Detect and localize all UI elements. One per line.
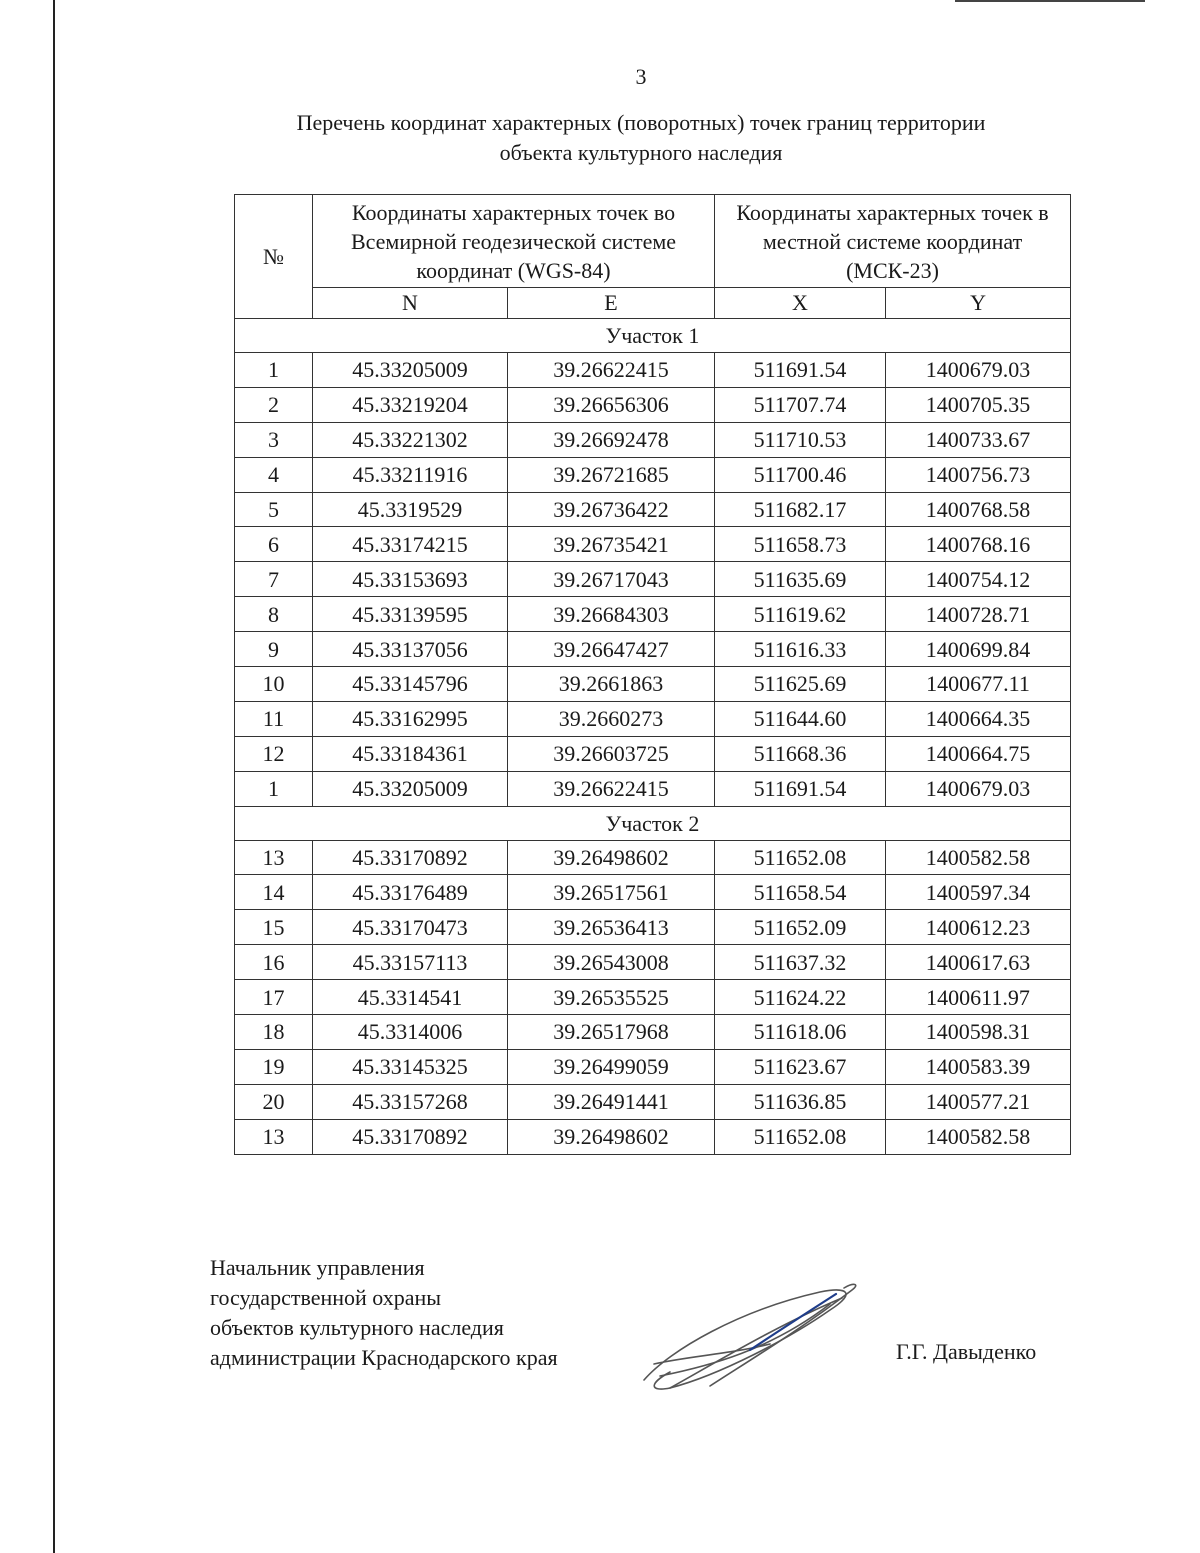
- point-number: 2: [235, 387, 313, 422]
- coord-x: 511623.67: [715, 1049, 886, 1084]
- table-row: [235, 1084, 1071, 1119]
- coord-x: 511636.85: [715, 1084, 886, 1119]
- table-body: [235, 319, 1071, 1155]
- coord-x: 511658.73: [715, 527, 886, 562]
- section-label: Участок 1: [235, 319, 1071, 353]
- table-row: [235, 667, 1071, 702]
- coord-y: 1400577.21: [886, 1084, 1071, 1119]
- table-row: [235, 597, 1071, 632]
- signature-position: [210, 1253, 558, 1373]
- longitude-e: 39.2661863: [508, 667, 715, 702]
- latitude-n: 45.3314006: [313, 1015, 508, 1050]
- longitude-e: 39.26536413: [508, 910, 715, 945]
- coord-x: 511618.06: [715, 1015, 886, 1050]
- longitude-e: 39.26498602: [508, 1119, 715, 1154]
- table-row: [235, 1119, 1071, 1154]
- longitude-e: 39.26656306: [508, 387, 715, 422]
- point-number: 13: [235, 840, 313, 875]
- point-number: 4: [235, 457, 313, 492]
- coord-x: 511668.36: [715, 736, 886, 771]
- longitude-e: 39.26517968: [508, 1015, 715, 1050]
- coord-y: 1400612.23: [886, 910, 1071, 945]
- point-number: 10: [235, 667, 313, 702]
- coord-y: 1400582.58: [886, 1119, 1071, 1154]
- coordinates-table: [234, 194, 1071, 1155]
- coord-x: 511635.69: [715, 562, 886, 597]
- section-row: [235, 319, 1071, 353]
- longitude-e: 39.26543008: [508, 945, 715, 980]
- latitude-n: 45.33174215: [313, 527, 508, 562]
- coord-y: 1400728.71: [886, 597, 1071, 632]
- position-line: государственной охраны: [210, 1285, 442, 1310]
- point-number: 3: [235, 422, 313, 457]
- position-line: Начальник управления: [210, 1255, 425, 1280]
- latitude-n: 45.33184361: [313, 736, 508, 771]
- coord-x: 511652.08: [715, 1119, 886, 1154]
- signature-ink-stroke: [750, 1294, 836, 1350]
- coord-x: 511700.46: [715, 457, 886, 492]
- longitude-e: 39.26622415: [508, 771, 715, 806]
- longitude-e: 39.26647427: [508, 632, 715, 667]
- handwritten-signature: [630, 1280, 870, 1400]
- table-row: [235, 632, 1071, 667]
- point-number: 12: [235, 736, 313, 771]
- coord-x: 511707.74: [715, 387, 886, 422]
- latitude-n: 45.33176489: [313, 875, 508, 910]
- document-title-line-1: Перечень координат характерных (поворотных) точек границ территории: [296, 110, 986, 135]
- latitude-n: 45.33170892: [313, 1119, 508, 1154]
- coord-y: 1400582.58: [886, 840, 1071, 875]
- latitude-n: 45.33205009: [313, 771, 508, 806]
- point-number: 8: [235, 597, 313, 632]
- coord-x: 511691.54: [715, 771, 886, 806]
- point-number: 18: [235, 1015, 313, 1050]
- coord-y: 1400699.84: [886, 632, 1071, 667]
- coord-y: 1400664.75: [886, 736, 1071, 771]
- longitude-e: 39.26717043: [508, 562, 715, 597]
- latitude-n: 45.33219204: [313, 387, 508, 422]
- table-row: [235, 492, 1071, 527]
- coord-x: 511682.17: [715, 492, 886, 527]
- table-row: [235, 457, 1071, 492]
- point-number: 17: [235, 980, 313, 1015]
- table-row: [235, 422, 1071, 457]
- header-y: Y: [886, 288, 1071, 319]
- point-number: 7: [235, 562, 313, 597]
- scan-edge-line: [53, 0, 55, 1553]
- coord-y: 1400598.31: [886, 1015, 1071, 1050]
- longitude-e: 39.26498602: [508, 840, 715, 875]
- point-number: 13: [235, 1119, 313, 1154]
- latitude-n: 45.33221302: [313, 422, 508, 457]
- coord-y: 1400705.35: [886, 387, 1071, 422]
- point-number: 19: [235, 1049, 313, 1084]
- coord-y: 1400679.03: [886, 771, 1071, 806]
- page-number: 3: [635, 64, 647, 89]
- header-wgs84: Координаты характерных точек во Всемирной геодезической системе координат (WGS-84): [313, 195, 715, 288]
- coord-y: 1400756.73: [886, 457, 1071, 492]
- header-e: E: [508, 288, 715, 319]
- coord-x: 511637.32: [715, 945, 886, 980]
- longitude-e: 39.26491441: [508, 1084, 715, 1119]
- point-number: 16: [235, 945, 313, 980]
- section-row: [235, 806, 1071, 840]
- table-row: [235, 353, 1071, 388]
- table-row: [235, 945, 1071, 980]
- header-n: N: [313, 288, 508, 319]
- document-title-line-2: объекта культурного наследия: [499, 140, 783, 165]
- section-label: Участок 2: [235, 806, 1071, 840]
- latitude-n: 45.33137056: [313, 632, 508, 667]
- longitude-e: 39.26736422: [508, 492, 715, 527]
- header-number: №: [235, 195, 313, 319]
- coord-y: 1400677.11: [886, 667, 1071, 702]
- coord-x: 511619.62: [715, 597, 886, 632]
- coord-y: 1400597.34: [886, 875, 1071, 910]
- table-row: [235, 736, 1071, 771]
- latitude-n: 45.33139595: [313, 597, 508, 632]
- latitude-n: 45.33170473: [313, 910, 508, 945]
- point-number: 6: [235, 527, 313, 562]
- longitude-e: 39.26622415: [508, 353, 715, 388]
- coord-x: 511710.53: [715, 422, 886, 457]
- point-number: 20: [235, 1084, 313, 1119]
- coord-y: 1400754.12: [886, 562, 1071, 597]
- table-row: [235, 701, 1071, 736]
- header-msk23: Координаты характерных точек в местной системе координат (МСК-23): [715, 195, 1071, 288]
- table-row: [235, 1049, 1071, 1084]
- longitude-e: 39.26721685: [508, 457, 715, 492]
- coord-y: 1400611.97: [886, 980, 1071, 1015]
- table-row: [235, 1015, 1071, 1050]
- point-number: 5: [235, 492, 313, 527]
- latitude-n: 45.33145796: [313, 667, 508, 702]
- coord-y: 1400679.03: [886, 353, 1071, 388]
- coord-y: 1400583.39: [886, 1049, 1071, 1084]
- coord-x: 511624.22: [715, 980, 886, 1015]
- longitude-e: 39.26517561: [508, 875, 715, 910]
- coord-y: 1400664.35: [886, 701, 1071, 736]
- latitude-n: 45.33211916: [313, 457, 508, 492]
- position-line: администрации Краснодарского края: [210, 1345, 558, 1370]
- header-x: X: [715, 288, 886, 319]
- table-row: [235, 980, 1071, 1015]
- longitude-e: 39.26499059: [508, 1049, 715, 1084]
- table-row: [235, 875, 1071, 910]
- coord-y: 1400768.58: [886, 492, 1071, 527]
- point-number: 15: [235, 910, 313, 945]
- coord-x: 511652.09: [715, 910, 886, 945]
- latitude-n: 45.33145325: [313, 1049, 508, 1084]
- latitude-n: 45.33157113: [313, 945, 508, 980]
- coord-x: 511625.69: [715, 667, 886, 702]
- point-number: 11: [235, 701, 313, 736]
- coord-y: 1400617.63: [886, 945, 1071, 980]
- point-number: 1: [235, 353, 313, 388]
- latitude-n: 45.33170892: [313, 840, 508, 875]
- scan-edge-line-top: [955, 0, 1145, 2]
- latitude-n: 45.33157268: [313, 1084, 508, 1119]
- table-row: [235, 527, 1071, 562]
- latitude-n: 45.33153693: [313, 562, 508, 597]
- longitude-e: 39.26735421: [508, 527, 715, 562]
- table-row: [235, 840, 1071, 875]
- point-number: 1: [235, 771, 313, 806]
- latitude-n: 45.33205009: [313, 353, 508, 388]
- coord-y: 1400733.67: [886, 422, 1071, 457]
- coord-x: 511616.33: [715, 632, 886, 667]
- latitude-n: 45.3314541: [313, 980, 508, 1015]
- table-row: [235, 562, 1071, 597]
- coord-y: 1400768.16: [886, 527, 1071, 562]
- coord-x: 511691.54: [715, 353, 886, 388]
- position-line: объектов культурного наследия: [210, 1315, 504, 1340]
- longitude-e: 39.26684303: [508, 597, 715, 632]
- longitude-e: 39.26603725: [508, 736, 715, 771]
- coord-x: 511652.08: [715, 840, 886, 875]
- signature-strokes: [644, 1284, 856, 1389]
- longitude-e: 39.26692478: [508, 422, 715, 457]
- longitude-e: 39.26535525: [508, 980, 715, 1015]
- latitude-n: 45.33162995: [313, 701, 508, 736]
- point-number: 14: [235, 875, 313, 910]
- coord-x: 511658.54: [715, 875, 886, 910]
- table-row: [235, 910, 1071, 945]
- signer-name: Г.Г. Давыденко: [896, 1339, 1037, 1364]
- coord-x: 511644.60: [715, 701, 886, 736]
- latitude-n: 45.3319529: [313, 492, 508, 527]
- table-row: [235, 387, 1071, 422]
- longitude-e: 39.2660273: [508, 701, 715, 736]
- table-row: [235, 771, 1071, 806]
- point-number: 9: [235, 632, 313, 667]
- document-title: [200, 108, 1082, 168]
